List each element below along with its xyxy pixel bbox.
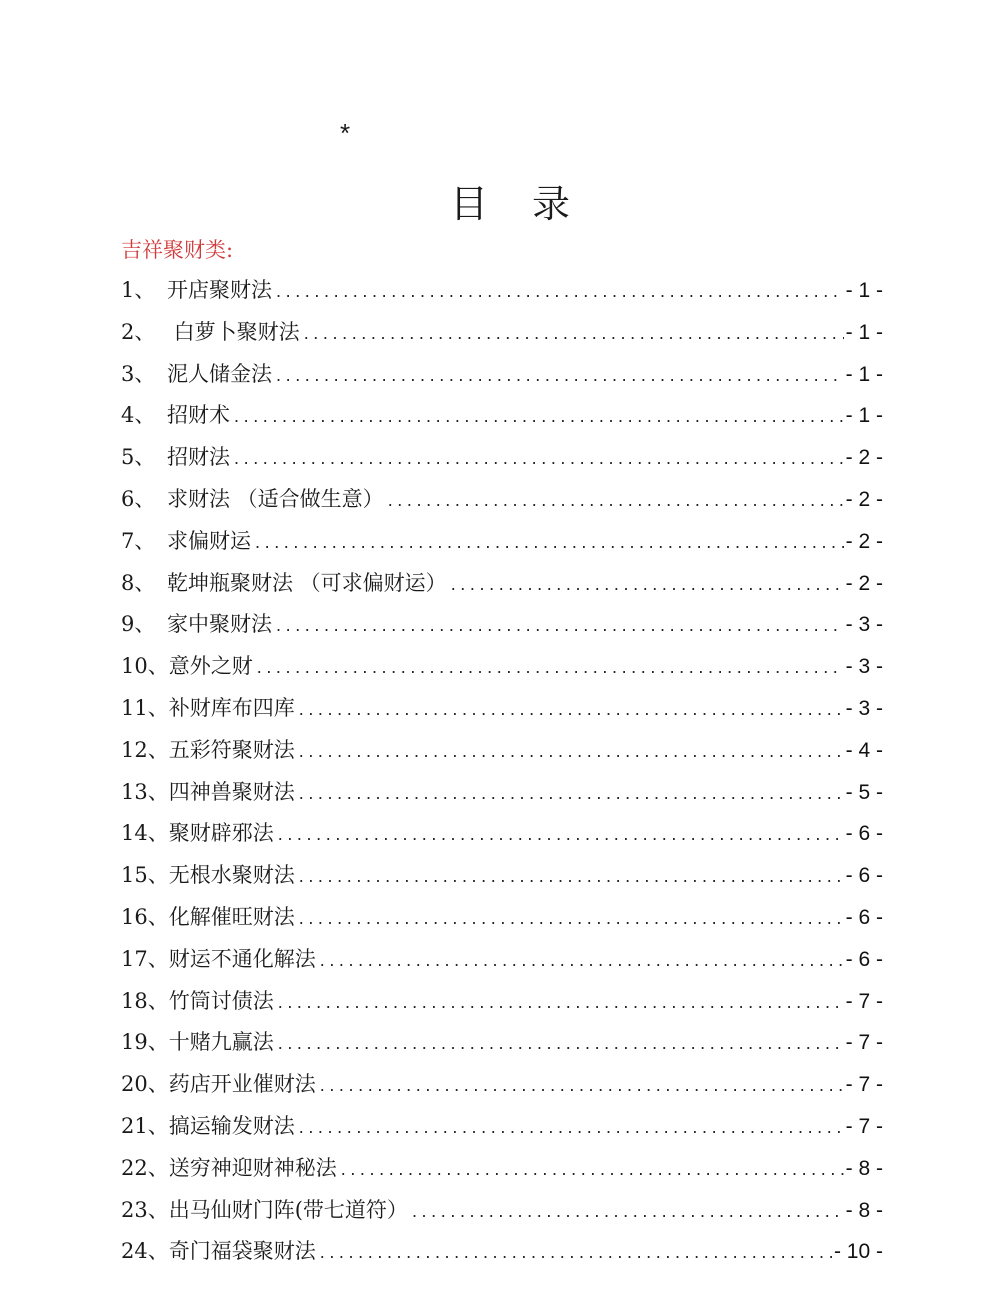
toc-page-number[interactable]: - 10 -	[833, 1240, 883, 1264]
asterisk-marker: *	[340, 118, 351, 148]
dot-leader	[234, 442, 844, 474]
toc-entry[interactable]	[121, 1235, 883, 1277]
toc-number: 19、	[121, 1030, 169, 1055]
toc-number: 24、	[121, 1239, 169, 1264]
toc-title[interactable]: 泥人储金法	[167, 361, 272, 386]
toc-title[interactable]: 无根水聚财法	[168, 863, 295, 888]
toc-page-number[interactable]: - 2 -	[845, 446, 883, 470]
toc-entry[interactable]	[121, 1152, 883, 1194]
dot-leader	[276, 359, 844, 391]
toc-entry[interactable]	[121, 567, 883, 609]
dot-leader	[320, 1069, 844, 1101]
toc-number: 4、	[121, 403, 156, 428]
dot-leader	[388, 484, 844, 516]
toc-title[interactable]: 搞运输发财法	[168, 1113, 295, 1138]
toc-entry[interactable]	[121, 1026, 883, 1068]
dot-leader	[299, 693, 844, 725]
dot-leader	[299, 860, 844, 892]
toc-page-number[interactable]: - 2 -	[845, 571, 883, 595]
toc-page-number[interactable]: - 7 -	[845, 1073, 883, 1097]
toc-title[interactable]: 开店聚财法	[167, 278, 272, 302]
toc-title[interactable]: 药店开业催财法	[168, 1072, 316, 1097]
toc-page-number[interactable]: - 8 -	[845, 1198, 883, 1222]
toc-page-number[interactable]: - 7 -	[845, 1114, 883, 1138]
toc-number: 9、	[121, 612, 156, 637]
toc-entry[interactable]	[121, 859, 883, 901]
dot-leader	[299, 1111, 844, 1143]
toc-entry[interactable]	[121, 650, 883, 692]
dot-leader	[341, 1153, 844, 1185]
toc-title[interactable]: 化解催旺财法	[168, 904, 295, 929]
toc-entry[interactable]	[121, 316, 883, 358]
toc-entry[interactable]	[121, 776, 883, 818]
toc-title[interactable]: 出马仙财门阵(带七道符）	[168, 1197, 408, 1222]
section-heading: 吉祥聚财类:	[121, 238, 234, 262]
toc-entry[interactable]	[121, 734, 883, 776]
toc-entry[interactable]	[121, 608, 883, 650]
toc-entry[interactable]	[121, 399, 883, 441]
toc-title[interactable]: 聚财辟邪法	[168, 821, 274, 846]
dot-leader	[276, 609, 844, 641]
toc-entry[interactable]	[121, 985, 883, 1027]
toc-page-number[interactable]: - 3 -	[845, 613, 883, 637]
toc-number: 10、	[121, 654, 169, 679]
toc-number: 5、	[121, 445, 156, 470]
toc-title[interactable]: 求偏财运	[167, 528, 251, 553]
toc-page-number[interactable]: - 4 -	[845, 738, 883, 762]
toc-number: 8、	[121, 570, 156, 595]
toc-page-number[interactable]: - 6 -	[845, 864, 883, 888]
toc-page-number[interactable]: - 8 -	[845, 1156, 883, 1180]
toc-entry[interactable]	[121, 1068, 883, 1110]
toc-page-number[interactable]: - 6 -	[845, 822, 883, 846]
dot-leader	[257, 651, 844, 683]
toc-number: 21、	[121, 1113, 169, 1138]
toc-page-number[interactable]: - 1 -	[845, 404, 883, 428]
toc-number: 23、	[121, 1197, 169, 1222]
toc-number: 14、	[121, 821, 169, 846]
toc-page-number[interactable]: - 6 -	[845, 905, 883, 929]
dot-leader	[451, 568, 844, 600]
toc-number: 11、	[121, 695, 169, 720]
dot-leader	[278, 818, 844, 850]
toc-number: 12、	[121, 737, 169, 762]
toc-entry[interactable]	[121, 1194, 883, 1236]
dot-leader	[278, 986, 844, 1018]
toc-entry[interactable]	[121, 358, 883, 400]
dot-leader	[299, 735, 844, 767]
toc-number: 6、	[121, 486, 156, 511]
dot-leader	[276, 275, 844, 307]
toc-page-number[interactable]: - 2 -	[845, 529, 883, 553]
toc-number: 22、	[121, 1155, 169, 1180]
toc-number: 16、	[121, 904, 169, 929]
toc-entry[interactable]	[121, 692, 883, 734]
toc-entry[interactable]	[121, 817, 883, 859]
dot-leader	[255, 526, 844, 558]
dot-leader	[320, 944, 844, 976]
toc-title[interactable]: 竹筒讨债法	[168, 988, 274, 1013]
toc-title[interactable]: 白萝卜聚财法	[167, 319, 300, 344]
toc-title[interactable]: 补财库布四库	[168, 695, 295, 720]
toc-entry[interactable]	[121, 483, 883, 525]
toc-entry[interactable]	[121, 943, 883, 985]
toc-number: 3、	[121, 361, 156, 386]
toc-entry[interactable]	[121, 1110, 883, 1152]
toc-number: 1、	[121, 278, 156, 302]
toc-title[interactable]: 四神兽聚财法	[168, 779, 295, 804]
dot-leader	[412, 1195, 844, 1227]
table-of-contents	[121, 274, 883, 1277]
dot-leader	[234, 400, 844, 432]
toc-title[interactable]: 奇门福袋聚财法	[168, 1239, 316, 1264]
toc-number: 7、	[121, 528, 156, 553]
toc-title[interactable]: 乾坤瓶聚财法 （可求偏财运）	[167, 570, 447, 595]
toc-number: 17、	[121, 946, 169, 971]
toc-title[interactable]: 送穷神迎财神秘法	[168, 1155, 337, 1180]
toc-page-number[interactable]: - 1 -	[845, 320, 883, 344]
toc-page-number[interactable]: - 7 -	[845, 1031, 883, 1055]
toc-title[interactable]: 家中聚财法	[167, 612, 272, 637]
toc-entry[interactable]	[121, 525, 883, 567]
dot-leader	[278, 1027, 844, 1059]
toc-number: 13、	[121, 779, 169, 804]
toc-number: 20、	[121, 1072, 169, 1097]
toc-page-number[interactable]: - 5 -	[845, 780, 883, 804]
toc-entry[interactable]	[121, 441, 883, 483]
dot-leader	[299, 902, 844, 934]
dot-leader	[304, 317, 844, 349]
dot-leader	[299, 777, 844, 809]
toc-page-number[interactable]: - 3 -	[845, 655, 883, 679]
toc-title[interactable]: 招财术	[167, 403, 230, 428]
toc-entry[interactable]	[121, 274, 883, 316]
toc-page-number[interactable]: - 1 -	[845, 279, 883, 302]
toc-page-number[interactable]: - 6 -	[845, 947, 883, 971]
toc-title[interactable]: 求财法 （适合做生意）	[167, 486, 384, 511]
toc-entry[interactable]	[121, 901, 883, 943]
title-char-1: 目	[449, 182, 488, 226]
toc-number: 2、	[121, 319, 156, 344]
toc-title[interactable]: 财运不通化解法	[168, 946, 316, 971]
title-char-2: 录	[532, 182, 571, 226]
toc-page-number[interactable]: - 2 -	[845, 487, 883, 511]
toc-title[interactable]: 五彩符聚财法	[168, 737, 295, 762]
toc-number: 15、	[121, 863, 169, 888]
dot-leader	[320, 1236, 832, 1268]
toc-title[interactable]: 十赌九赢法	[168, 1030, 274, 1055]
toc-page-number[interactable]: - 7 -	[845, 989, 883, 1013]
toc-page-number[interactable]: - 3 -	[845, 696, 883, 720]
toc-page-number[interactable]: - 1 -	[845, 362, 883, 386]
toc-number: 18、	[121, 988, 169, 1013]
toc-title[interactable]: 招财法	[167, 445, 230, 470]
toc-title[interactable]: 意外之财	[168, 654, 253, 679]
page-title	[0, 180, 1000, 228]
